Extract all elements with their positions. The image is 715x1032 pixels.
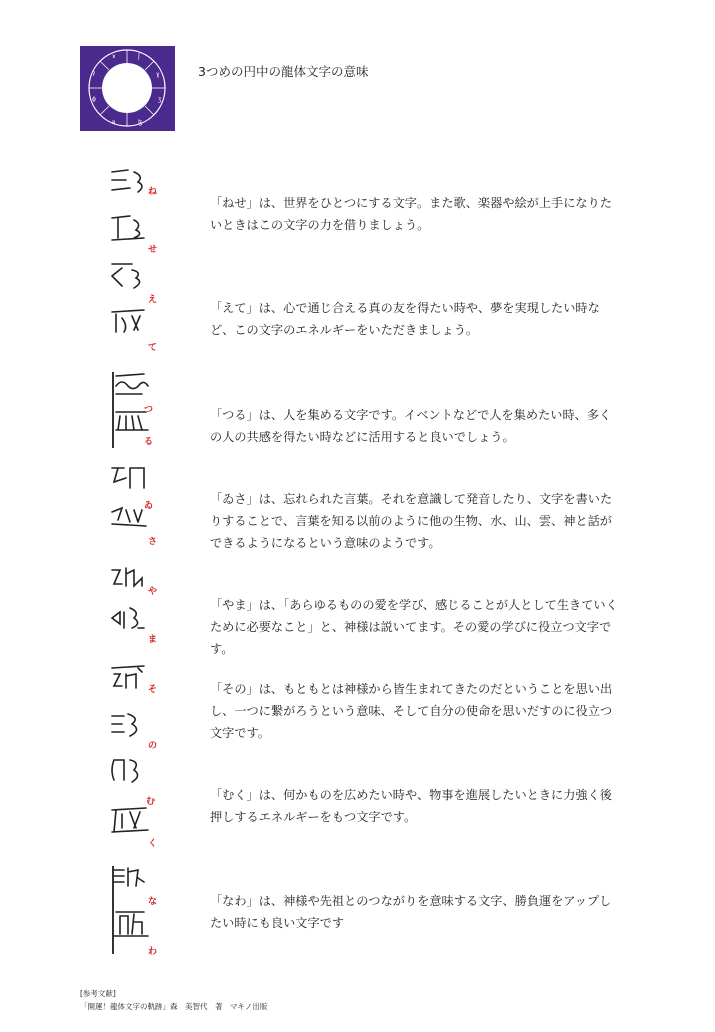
svg-text:ɮ: ɮ (138, 119, 143, 126)
entry-description: 「ゐさ」は、忘れられた言葉。それを意識して発音したり、文字を書いたりすることで、言葉を知る以前のように他の生物、水、山、雲、神と話ができるようになるという意味のようです。 (210, 492, 613, 550)
kana-label: く (148, 839, 158, 849)
kana-label: ね (148, 187, 158, 197)
kana-label: や (148, 587, 158, 597)
kana-label: そ (148, 685, 158, 695)
svg-text:ɤ: ɤ (112, 53, 116, 60)
kana-label: わ (148, 947, 158, 957)
svg-text:ʒ: ʒ (158, 96, 162, 103)
kana-label: る (144, 437, 154, 447)
kana-label: せ (148, 245, 158, 255)
ryutai-glyph-pair (108, 262, 164, 356)
ryutai-glyph-pair (108, 664, 164, 758)
ryutai-glyph-pair (108, 372, 164, 466)
entry-description: 「えて」は、心で通じ合える真の友を得たい時や、夢を実現したい時など、この文字のエネルギーをいただきましょう。 (210, 301, 600, 337)
entry-description: 「その」は、もともとは神様から皆生まれてきたのだということを思い出し、一つに繋がろうという意味、そして自分の使命を思いだすのに役立つ文字です。 (210, 682, 613, 740)
ryutai-glyph-pair (108, 862, 164, 956)
svg-text:ɣ: ɣ (156, 71, 160, 78)
ryutai-glyph-icon (108, 862, 164, 952)
entry-description: 「むく」は、何かものを広めたい時や、物事を進展したいときに力強く後押しするエネルギーをもつ文字です。 (210, 788, 612, 824)
kana-label: え (148, 295, 158, 305)
ryutai-glyph-icon (108, 372, 164, 462)
entry-description: 「つる」は、人を集める文字です。イベントなどで人を集めたい時、多くの人の共感を得たい時などに活用すると良いでしょう。 (210, 408, 612, 444)
ryutai-glyph-icon (108, 262, 164, 352)
kana-label: つ (144, 405, 154, 415)
references-heading: [参考文献] (80, 989, 116, 998)
kana-label: ま (148, 635, 158, 645)
ryutai-glyph-pair (108, 168, 164, 262)
svg-text:ɸ: ɸ (92, 96, 96, 103)
entry-description: 「ねせ」は、世界をひとつにする文字。また歌、楽器や絵が上手になりたいときはこの文字の力を借りましょう。 (210, 196, 612, 232)
kana-label: さ (148, 537, 158, 547)
ryutai-glyph-pair (108, 756, 164, 850)
entry-description: 「やま」は、「あらゆるものの愛を学び、感じることが人として生きていくために必要なこと」と、神様は説いてます。その愛の学びに役立つ文字です。 (210, 598, 618, 656)
entry-description: 「なわ」は、神様や先祖とのつながりを意味する文字、勝負運をアップしたい時にも良い文字です (210, 894, 612, 930)
kana-label: ゐ (144, 501, 154, 511)
svg-text:ʀ: ʀ (112, 119, 116, 126)
ryutai-glyph-icon (108, 756, 164, 846)
ryutai-glyph-pair (108, 562, 164, 656)
page-title: 3つめの円中の龍体文字の意味 (198, 64, 369, 79)
svg-text:ʔ: ʔ (92, 71, 96, 78)
circle-chart-icon (80, 46, 175, 131)
svg-text:ʃ: ʃ (138, 53, 141, 60)
ryutai-glyph-pair (108, 464, 164, 558)
kana-label: て (148, 343, 158, 353)
references-citation: 「開運！龍体文字の軌跡」森 美智代 著 マキノ出版 (80, 1002, 268, 1011)
kana-label: な (148, 897, 158, 907)
kana-label: む (146, 797, 156, 807)
kana-label: の (148, 741, 158, 751)
ryutai-circle-logo (80, 46, 175, 131)
